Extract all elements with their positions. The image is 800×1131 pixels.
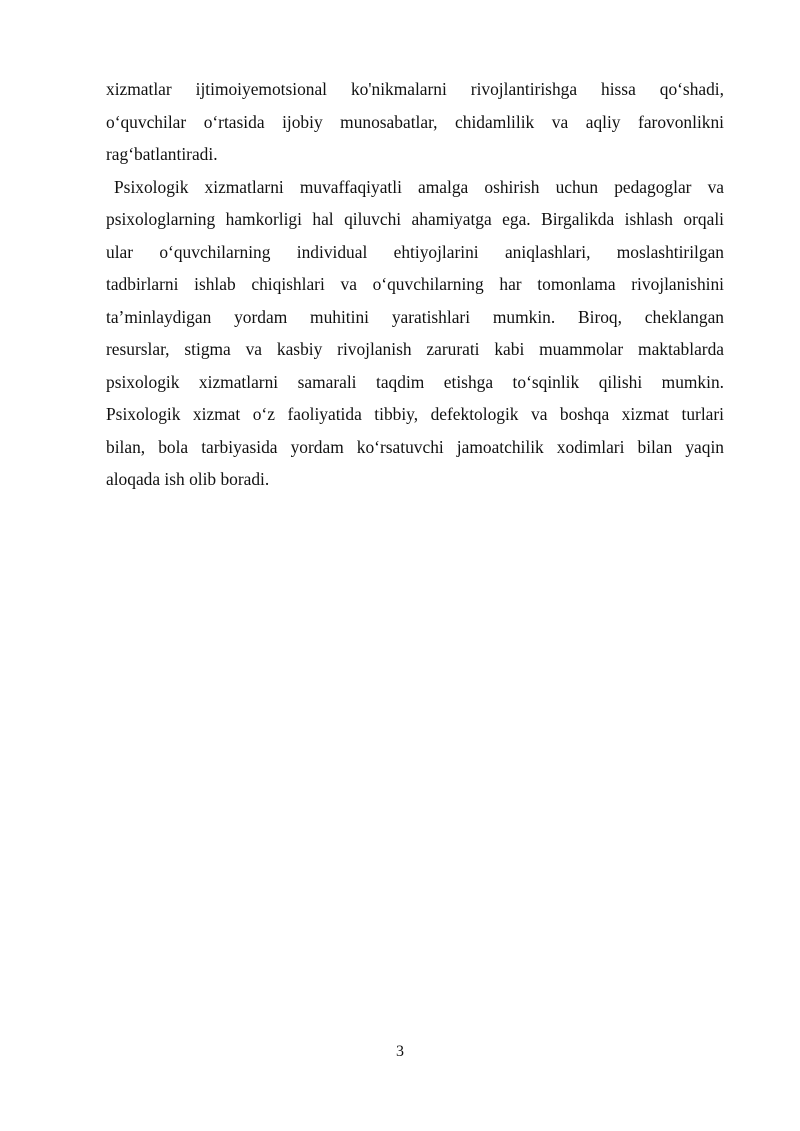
paragraph-line: ular o‘quvchilarning individual ehtiyojlarini aniqlashlari, moslashtirilgan [106, 241, 724, 262]
paragraph-line: Psixologik xizmatlarni muvaffaqiyatli amalga oshirish uchun pedagoglar va [114, 176, 724, 197]
paragraph-line: ta’minlaydigan yordam muhitini yaratishlari mumkin. Biroq, cheklangan [106, 306, 724, 327]
paragraph-line: resurslar, stigma va kasbiy rivojlanish zarurati kabi muammolar maktablarda [106, 339, 724, 359]
paragraph-line: rag‘batlantiradi. [106, 144, 218, 164]
paragraph-line: psixologik xizmatlarni samarali taqdim etishga to‘sqinlik qilishi mumkin. [106, 371, 724, 392]
paragraph-line: tadbirlarni ishlab chiqishlari va o‘quvchilarning har tomonlama rivojlanishini [106, 274, 724, 294]
paragraph-line: bilan, bola tarbiyasida yordam ko‘rsatuvchi jamoatchilik xodimlari bilan yaqin [106, 436, 724, 457]
paragraph-line: o‘quvchilar o‘rtasida ijobiy munosabatlar, chidamlilik va aqliy farovonlikni [106, 111, 724, 132]
paragraph-line: aloqada ish olib boradi. [106, 469, 270, 489]
page-number: 3 [396, 1043, 404, 1060]
paragraph-2 [106, 171, 724, 496]
paragraph-line: psixologlarning hamkorligi hal qiluvchi ahamiyatga ega. Birgalikda ishlash orqali [106, 209, 724, 229]
paragraph-line: xizmatlar ijtimoiyemotsional ko'nikmalarni rivojlantirishga hissa qo‘shadi, [106, 79, 724, 99]
paragraph-line: Psixologik xizmat o‘z faoliyatida tibbiy, defektologik va boshqa xizmat turlari [106, 404, 724, 424]
body-text [106, 73, 724, 496]
paragraph-1 [106, 73, 724, 171]
